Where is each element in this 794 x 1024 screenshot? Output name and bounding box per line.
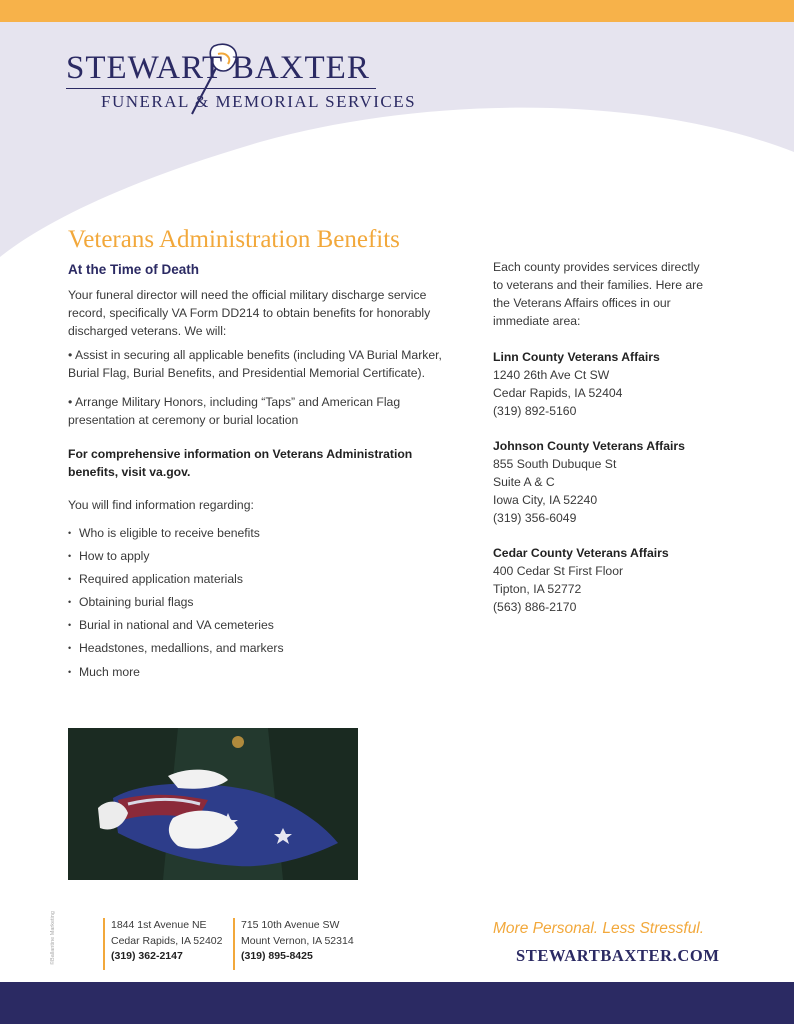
photo-credit: ©Ballantine Marketing [50, 911, 56, 965]
page-title: Veterans Administration Benefits [68, 226, 400, 253]
office-city: Iowa City, IA 52240 [493, 493, 598, 507]
office-phone: (563) 886-2170 [493, 600, 577, 614]
list-item: • How to apply [68, 547, 284, 570]
topic-list [68, 524, 284, 686]
office-linn [493, 348, 713, 420]
office-address: 1240 26th Ave Ct SW [493, 368, 610, 382]
logo-sub-text: FUNERAL & MEMORIAL SERVICES [101, 92, 417, 111]
tagline: More Personal. Less Stressful. [493, 920, 705, 937]
office-name: Linn County Veterans Affairs [493, 350, 660, 364]
folded-flag-photo [68, 728, 358, 880]
location-street: 1844 1st Avenue NE [111, 919, 207, 931]
office-name: Johnson County Veterans Affairs [493, 439, 685, 453]
intro-paragraph: Your funeral director will need the official military discharge service record, specifically VA Form DD214 to obtain benefits for honorably discharged veterans. We will: [68, 288, 431, 338]
list-item: • Who is eligible to receive benefits [68, 524, 284, 547]
logo-divider [66, 88, 376, 89]
office-cedar [493, 544, 713, 616]
location-city: Mount Vernon, IA 52314 [241, 934, 354, 947]
list-item: • Burial in national and VA cemeteries [68, 616, 284, 639]
find-intro: You will find information regarding: [68, 498, 254, 512]
bottom-accent-bar [0, 982, 794, 1024]
benefit-bullet-1: • Assist in securing all applicable benefits (including VA Burial Marker, Burial Flag, Burial Benefits, and Presidential Memorial Certificate). [68, 348, 442, 380]
office-address: 855 South Dubuque St [493, 457, 617, 471]
list-item: • Much more [68, 663, 284, 686]
folded-flag-illustration [68, 728, 358, 880]
location-phone[interactable]: (319) 895-8425 [241, 950, 313, 962]
company-logo[interactable] [66, 40, 417, 120]
office-city: Tipton, IA 52772 [493, 582, 582, 596]
section-heading: At the Time of Death [68, 262, 200, 277]
top-accent-bar [0, 0, 794, 22]
location-phone[interactable]: (319) 362-2147 [111, 950, 183, 962]
county-intro: Each county provides services directly to veterans and their families. Here are the Veterans Affairs offices in our immediate area: [493, 260, 703, 328]
location-street: 715 10th Avenue SW [241, 919, 340, 931]
office-suite: Suite A & C [493, 475, 555, 489]
benefit-bullet-2: • Arrange Military Honors, including “Taps” and American Flag presentation at ceremony or burial location [68, 395, 401, 427]
office-city: Cedar Rapids, IA 52404 [493, 386, 623, 400]
list-item: • Headstones, medallions, and markers [68, 639, 284, 662]
office-phone: (319) 356-6049 [493, 511, 577, 525]
office-name: Cedar County Veterans Affairs [493, 546, 669, 560]
website-link[interactable]: STEWARTBAXTER.COM [516, 946, 720, 965]
office-phone: (319) 892-5160 [493, 404, 577, 418]
office-address: 400 Cedar St First Floor [493, 564, 624, 578]
logo-main-text: STEWART BAXTER [66, 50, 370, 86]
va-gov-note: For comprehensive information on Veterans Administration benefits, visit va.gov. [68, 447, 413, 479]
office-johnson [493, 437, 713, 527]
location-city: Cedar Rapids, IA 52402 [111, 934, 223, 947]
location-cedar-rapids [103, 918, 223, 970]
list-item: • Obtaining burial flags [68, 593, 284, 616]
location-mount-vernon [233, 918, 354, 970]
list-item: • Required application materials [68, 570, 284, 593]
county-offices-column [493, 258, 713, 633]
